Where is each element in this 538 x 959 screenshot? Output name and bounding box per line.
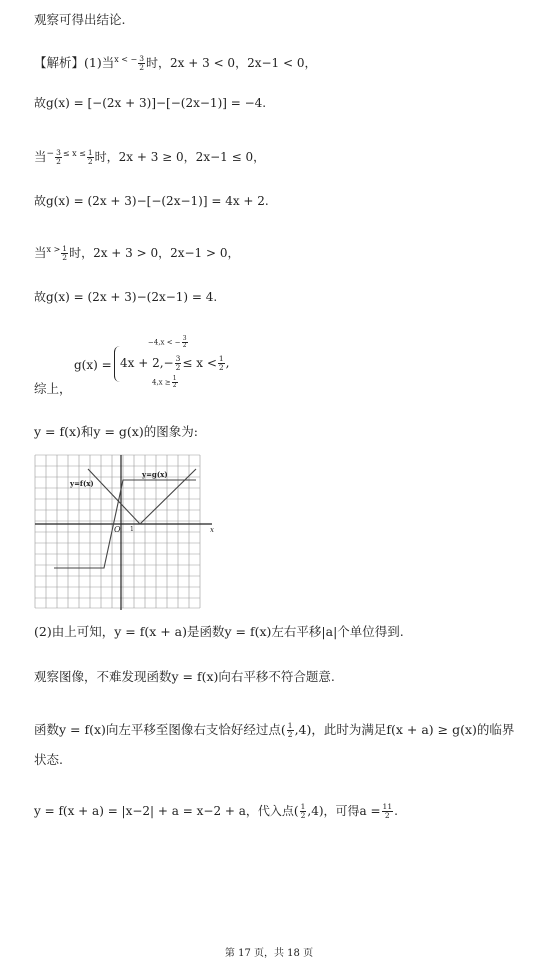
case1-result: 故g(x) = [−(2x + 3)]−[−(2x−1)] = −4.: [34, 96, 267, 110]
frac-num: 1: [287, 721, 293, 730]
piece2-mid: ≤ x <: [182, 356, 217, 370]
shift-line: [34, 722, 514, 739]
piece3-text: 4,x ≥: [152, 378, 171, 387]
label-x: x: [210, 526, 214, 534]
frac-num: 3: [139, 54, 145, 64]
frac-den: 2: [139, 63, 145, 73]
case1-line: [34, 52, 316, 72]
frac-den: 2: [218, 363, 224, 372]
frac-num: 11: [382, 802, 393, 811]
piece3: [152, 376, 179, 389]
piece3-frac: [172, 376, 178, 389]
case3-frac: [61, 245, 68, 262]
page-footer: 第 17 页，共 18 页: [224, 948, 314, 959]
graph-caption: y = f(x)和y = g(x)的图象为:: [34, 424, 198, 439]
solve-text-a: y = f(x + a) = |x−2| + a = x−2 + a，代入点(: [34, 804, 299, 818]
label-f: y=f(x): [70, 479, 94, 488]
label-g: y=g(x): [142, 470, 168, 479]
case1-tail: 时，2x + 3 < 0，2x−1 < 0，: [146, 56, 317, 71]
case3-line: [34, 242, 240, 262]
frac-den: 2: [87, 157, 93, 167]
piece2-frac-a: [175, 355, 182, 372]
piece2-frac-b: [218, 355, 225, 372]
frac-num: 1: [62, 244, 68, 254]
summary-label: 综上，: [34, 381, 72, 396]
label-one: 1: [130, 526, 134, 533]
shift-frac: [287, 722, 294, 739]
frac-num: 1: [300, 802, 306, 811]
case3-cond: x >: [46, 245, 61, 254]
piece1-frac: [182, 336, 188, 349]
case2-result: 故g(x) = (2x + 3)−[−(2x−1)] = 4x + 2.: [34, 194, 269, 208]
piece2: [120, 355, 230, 372]
solve-line: [34, 803, 398, 820]
case3-tail: 时，2x + 3 > 0，2x−1 > 0，: [69, 246, 240, 261]
frac-num: 1: [172, 375, 177, 382]
intro-line: 观察可得出结论.: [34, 12, 126, 27]
frac-den: 2: [300, 811, 306, 820]
case2-line: 当− $\frac{3}{2}$ $^{\le x \le}$ $\frac{1}{2}$ 时，2x + 3 ≥ 0，2x−1 ≤ 0，: [34, 148, 266, 167]
frac-den: 2: [62, 253, 68, 263]
piecewise-lhs: g(x) =: [74, 358, 112, 372]
state-line: 状态.: [34, 752, 63, 767]
case2-frac-b: [87, 149, 94, 166]
case2-frac-a: [55, 149, 62, 166]
frac-den: 2: [182, 342, 187, 349]
frac-num: 1: [87, 148, 93, 158]
case2-tail: 时，2x + 3 ≥ 0，2x−1 ≤ 0，: [94, 150, 266, 165]
frac-den: 2: [172, 382, 177, 389]
case3-result: 故g(x) = (2x + 3)−(2x−1) = 4.: [34, 290, 218, 304]
frac-den: 2: [56, 157, 61, 167]
solve-text-c: .: [394, 804, 398, 818]
piece2-text: 4x + 2,−: [120, 356, 174, 370]
shift-text-a: 函数y = f(x)向左平移至图像右支恰好经过点(: [34, 722, 286, 737]
case1-prefix: (1)当: [84, 55, 115, 71]
frac-num: 3: [56, 148, 61, 158]
frac-den: 2: [287, 730, 293, 739]
answer-frac: [382, 803, 394, 820]
function-graph: [32, 452, 218, 614]
part2-line: (2)由上可知，y = f(x + a)是函数y = f(x)左右平移|a|个单位得到.: [34, 624, 404, 639]
frac-num: 3: [175, 354, 181, 363]
case2-mid: ≤ x ≤: [62, 149, 86, 158]
analysis-tag: 【解析】: [34, 55, 85, 71]
piece1: [148, 336, 189, 349]
solve-text-b: ,4)，可得a =: [307, 804, 381, 818]
frac-num: 3: [182, 335, 187, 342]
case1-cond: x < −: [114, 55, 138, 64]
frac-num: 1: [218, 354, 224, 363]
case1-frac: [138, 55, 145, 72]
piece2-tail: ,: [225, 356, 230, 370]
piece1-text: −4,x < −: [148, 338, 181, 347]
observe-line: 观察图像，不难发现函数y = f(x)向右平移不符合题意.: [34, 669, 335, 684]
label-origin: O: [114, 525, 121, 534]
case2-prefix: 当: [34, 149, 47, 165]
case3-prefix: 当: [34, 245, 47, 261]
solve-frac: [300, 803, 307, 820]
frac-den: 2: [175, 363, 181, 372]
frac-den: 2: [384, 811, 390, 820]
shift-text-b: ,4)，此时为满足f(x + a) ≥ g(x)的临界: [294, 722, 515, 737]
